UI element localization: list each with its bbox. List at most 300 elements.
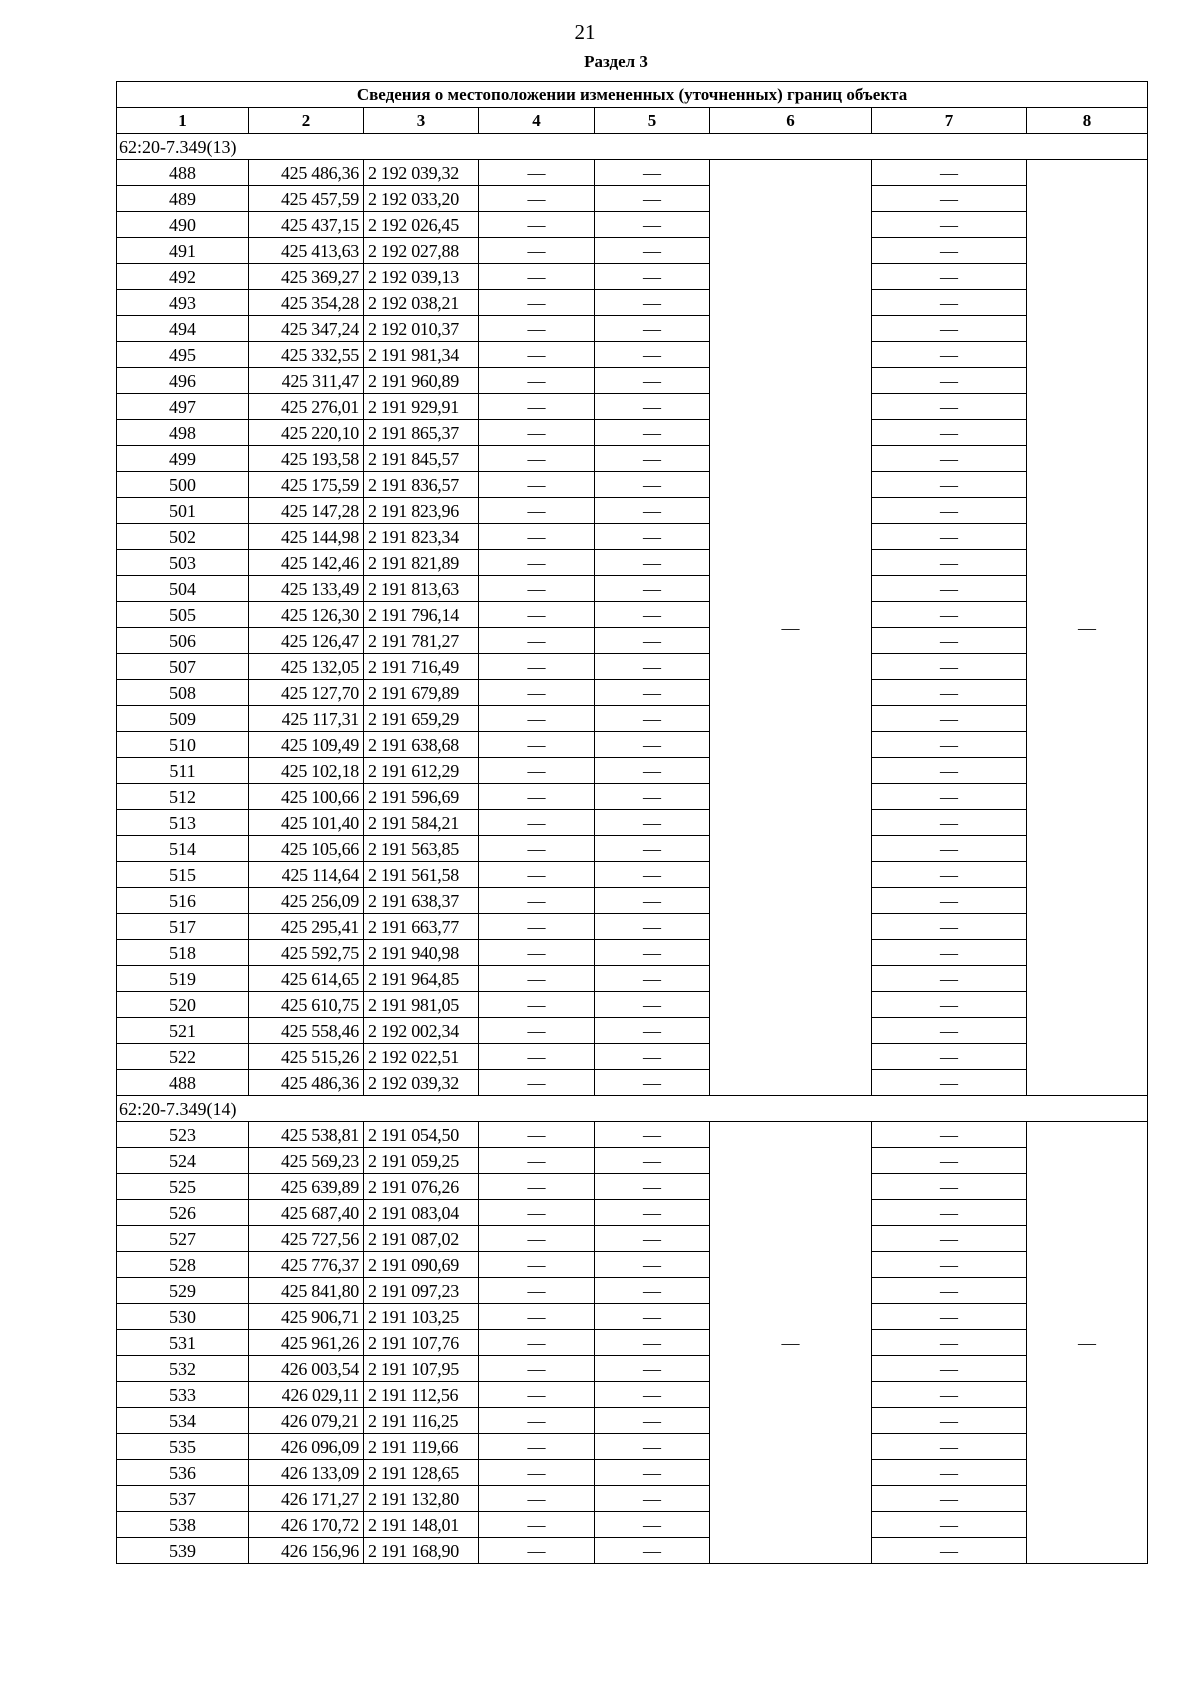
cell-col7: — bbox=[872, 628, 1027, 654]
table-row bbox=[117, 1070, 1148, 1096]
cell-col4: — bbox=[479, 1486, 595, 1512]
cell-col4: — bbox=[479, 212, 595, 238]
table-row bbox=[117, 1174, 1148, 1200]
cell-col7: — bbox=[872, 1408, 1027, 1434]
table-row bbox=[117, 914, 1148, 940]
cell-col5: — bbox=[595, 160, 710, 186]
cell-col4: — bbox=[479, 654, 595, 680]
coordinate-x: 425 515,26 bbox=[249, 1044, 364, 1070]
table-row bbox=[117, 810, 1148, 836]
coordinate-y: 2 192 022,51 bbox=[364, 1044, 479, 1070]
point-number: 533 bbox=[117, 1382, 249, 1408]
point-number: 504 bbox=[117, 576, 249, 602]
table-row bbox=[117, 888, 1148, 914]
point-number: 493 bbox=[117, 290, 249, 316]
cell-col7: — bbox=[872, 732, 1027, 758]
table-row bbox=[117, 524, 1148, 550]
point-number: 535 bbox=[117, 1434, 249, 1460]
table-row bbox=[117, 550, 1148, 576]
coordinate-x: 425 126,47 bbox=[249, 628, 364, 654]
table-row bbox=[117, 1382, 1148, 1408]
cell-col5: — bbox=[595, 862, 710, 888]
coordinate-x: 426 156,96 bbox=[249, 1538, 364, 1564]
table-row bbox=[117, 498, 1148, 524]
cell-col4: — bbox=[479, 524, 595, 550]
cell-col4: — bbox=[479, 888, 595, 914]
coordinate-x: 425 142,46 bbox=[249, 550, 364, 576]
coordinate-x: 425 114,64 bbox=[249, 862, 364, 888]
cell-col7: — bbox=[872, 1356, 1027, 1382]
cell-col7: — bbox=[872, 212, 1027, 238]
table-row bbox=[117, 472, 1148, 498]
point-number: 528 bbox=[117, 1252, 249, 1278]
coordinate-y: 2 191 813,63 bbox=[364, 576, 479, 602]
cell-col7: — bbox=[872, 1512, 1027, 1538]
cell-col5: — bbox=[595, 420, 710, 446]
coordinate-x: 426 133,09 bbox=[249, 1460, 364, 1486]
coordinate-x: 425 413,63 bbox=[249, 238, 364, 264]
cell-col7: — bbox=[872, 966, 1027, 992]
coordinate-x: 425 256,09 bbox=[249, 888, 364, 914]
table-row bbox=[117, 1538, 1148, 1564]
cell-col4: — bbox=[479, 680, 595, 706]
point-number: 497 bbox=[117, 394, 249, 420]
boundary-coordinates-table bbox=[116, 81, 1148, 1564]
cell-col4: — bbox=[479, 810, 595, 836]
point-number: 507 bbox=[117, 654, 249, 680]
coordinate-y: 2 191 679,89 bbox=[364, 680, 479, 706]
cell-col4: — bbox=[479, 966, 595, 992]
coordinate-x: 425 332,55 bbox=[249, 342, 364, 368]
cell-col7: — bbox=[872, 784, 1027, 810]
column-header: 6 bbox=[710, 108, 872, 134]
point-number: 498 bbox=[117, 420, 249, 446]
coordinate-x: 425 347,24 bbox=[249, 316, 364, 342]
cell-col7: — bbox=[872, 524, 1027, 550]
cell-col7: — bbox=[872, 1070, 1027, 1096]
cell-col5: — bbox=[595, 550, 710, 576]
coordinate-y: 2 191 054,50 bbox=[364, 1122, 479, 1148]
point-number: 508 bbox=[117, 680, 249, 706]
point-number: 525 bbox=[117, 1174, 249, 1200]
coordinate-x: 425 102,18 bbox=[249, 758, 364, 784]
cell-col5: — bbox=[595, 1460, 710, 1486]
cell-col5: — bbox=[595, 186, 710, 212]
cell-col4: — bbox=[479, 264, 595, 290]
cell-col5: — bbox=[595, 498, 710, 524]
cell-col7: — bbox=[872, 1174, 1027, 1200]
merged-cell-col6: — bbox=[710, 160, 872, 1096]
cell-col4: — bbox=[479, 1460, 595, 1486]
column-header: 7 bbox=[872, 108, 1027, 134]
cell-col7: — bbox=[872, 914, 1027, 940]
cell-col5: — bbox=[595, 628, 710, 654]
cell-col5: — bbox=[595, 1486, 710, 1512]
cell-col7: — bbox=[872, 238, 1027, 264]
cell-col5: — bbox=[595, 1382, 710, 1408]
cell-col4: — bbox=[479, 1044, 595, 1070]
cell-col7: — bbox=[872, 316, 1027, 342]
column-header-row bbox=[117, 108, 1148, 134]
point-number: 519 bbox=[117, 966, 249, 992]
cell-col7: — bbox=[872, 264, 1027, 290]
cell-col4: — bbox=[479, 420, 595, 446]
point-number: 512 bbox=[117, 784, 249, 810]
cell-col4: — bbox=[479, 1512, 595, 1538]
cell-col7: — bbox=[872, 394, 1027, 420]
coordinate-y: 2 191 865,37 bbox=[364, 420, 479, 446]
cell-col4: — bbox=[479, 836, 595, 862]
coordinate-y: 2 191 716,49 bbox=[364, 654, 479, 680]
table-row bbox=[117, 1226, 1148, 1252]
cell-col7: — bbox=[872, 758, 1027, 784]
table-row bbox=[117, 654, 1148, 680]
cell-col4: — bbox=[479, 1200, 595, 1226]
cell-col5: — bbox=[595, 1200, 710, 1226]
point-number: 494 bbox=[117, 316, 249, 342]
coordinate-x: 425 175,59 bbox=[249, 472, 364, 498]
merged-cell-col8: — bbox=[1027, 1122, 1148, 1564]
coordinate-y: 2 191 107,95 bbox=[364, 1356, 479, 1382]
cell-col5: — bbox=[595, 524, 710, 550]
point-number: 520 bbox=[117, 992, 249, 1018]
table-row bbox=[117, 1148, 1148, 1174]
point-number: 492 bbox=[117, 264, 249, 290]
cell-col7: — bbox=[872, 160, 1027, 186]
coordinate-x: 425 147,28 bbox=[249, 498, 364, 524]
cell-col7: — bbox=[872, 940, 1027, 966]
table-row bbox=[117, 1330, 1148, 1356]
coordinate-x: 425 369,27 bbox=[249, 264, 364, 290]
cell-col7: — bbox=[872, 498, 1027, 524]
cell-col5: — bbox=[595, 1356, 710, 1382]
coordinate-y: 2 191 981,34 bbox=[364, 342, 479, 368]
coordinate-y: 2 191 638,68 bbox=[364, 732, 479, 758]
coordinate-y: 2 191 823,96 bbox=[364, 498, 479, 524]
table-row bbox=[117, 1018, 1148, 1044]
coordinate-x: 426 170,72 bbox=[249, 1512, 364, 1538]
coordinate-x: 425 569,23 bbox=[249, 1148, 364, 1174]
point-number: 503 bbox=[117, 550, 249, 576]
cell-col5: — bbox=[595, 1018, 710, 1044]
cell-col7: — bbox=[872, 472, 1027, 498]
cell-col4: — bbox=[479, 1122, 595, 1148]
cell-col7: — bbox=[872, 810, 1027, 836]
cell-col4: — bbox=[479, 706, 595, 732]
coordinate-x: 425 592,75 bbox=[249, 940, 364, 966]
cell-col5: — bbox=[595, 966, 710, 992]
cell-col7: — bbox=[872, 654, 1027, 680]
cell-col5: — bbox=[595, 394, 710, 420]
cell-col5: — bbox=[595, 1252, 710, 1278]
cell-col7: — bbox=[872, 576, 1027, 602]
table-row bbox=[117, 680, 1148, 706]
coordinate-x: 425 354,28 bbox=[249, 290, 364, 316]
coordinate-x: 426 003,54 bbox=[249, 1356, 364, 1382]
point-number: 496 bbox=[117, 368, 249, 394]
cell-col4: — bbox=[479, 1252, 595, 1278]
coordinate-y: 2 191 823,34 bbox=[364, 524, 479, 550]
group-header-row bbox=[117, 1096, 1148, 1122]
cell-col7: — bbox=[872, 1148, 1027, 1174]
cell-col4: — bbox=[479, 758, 595, 784]
coordinate-y: 2 192 026,45 bbox=[364, 212, 479, 238]
cell-col5: — bbox=[595, 212, 710, 238]
point-number: 501 bbox=[117, 498, 249, 524]
point-number: 514 bbox=[117, 836, 249, 862]
cell-col5: — bbox=[595, 992, 710, 1018]
cell-col5: — bbox=[595, 1226, 710, 1252]
table-row bbox=[117, 836, 1148, 862]
coordinate-y: 2 191 561,58 bbox=[364, 862, 479, 888]
cell-col7: — bbox=[872, 836, 1027, 862]
cell-col7: — bbox=[872, 992, 1027, 1018]
point-number: 523 bbox=[117, 1122, 249, 1148]
coordinate-x: 425 687,40 bbox=[249, 1200, 364, 1226]
table-row bbox=[117, 1460, 1148, 1486]
cell-col4: — bbox=[479, 914, 595, 940]
point-number: 530 bbox=[117, 1304, 249, 1330]
point-number: 537 bbox=[117, 1486, 249, 1512]
coordinate-x: 425 105,66 bbox=[249, 836, 364, 862]
coordinate-x: 425 276,01 bbox=[249, 394, 364, 420]
cell-col4: — bbox=[479, 732, 595, 758]
coordinate-x: 425 486,36 bbox=[249, 160, 364, 186]
cell-col7: — bbox=[872, 862, 1027, 888]
coordinate-y: 2 191 960,89 bbox=[364, 368, 479, 394]
coordinate-x: 425 133,49 bbox=[249, 576, 364, 602]
cell-col5: — bbox=[595, 940, 710, 966]
table-row bbox=[117, 368, 1148, 394]
coordinate-y: 2 192 038,21 bbox=[364, 290, 479, 316]
coordinate-y: 2 191 563,85 bbox=[364, 836, 479, 862]
point-number: 521 bbox=[117, 1018, 249, 1044]
cell-col5: — bbox=[595, 1512, 710, 1538]
cell-col4: — bbox=[479, 368, 595, 394]
cell-col5: — bbox=[595, 446, 710, 472]
cell-col7: — bbox=[872, 342, 1027, 368]
cell-col5: — bbox=[595, 732, 710, 758]
coordinate-y: 2 192 002,34 bbox=[364, 1018, 479, 1044]
section-title: Раздел 3 bbox=[584, 52, 648, 71]
cell-col4: — bbox=[479, 1174, 595, 1200]
cell-col7: — bbox=[872, 1486, 1027, 1512]
cell-col4: — bbox=[479, 1538, 595, 1564]
cell-col7: — bbox=[872, 1304, 1027, 1330]
point-number: 539 bbox=[117, 1538, 249, 1564]
cell-col4: — bbox=[479, 602, 595, 628]
table-row bbox=[117, 862, 1148, 888]
cell-col5: — bbox=[595, 368, 710, 394]
cell-col4: — bbox=[479, 394, 595, 420]
cell-col4: — bbox=[479, 498, 595, 524]
coordinate-x: 425 117,31 bbox=[249, 706, 364, 732]
cell-col7: — bbox=[872, 1122, 1027, 1148]
point-number: 513 bbox=[117, 810, 249, 836]
coordinate-y: 2 191 845,57 bbox=[364, 446, 479, 472]
table-row bbox=[117, 1486, 1148, 1512]
coordinate-y: 2 192 039,32 bbox=[364, 160, 479, 186]
table-row bbox=[117, 1044, 1148, 1070]
table-row bbox=[117, 966, 1148, 992]
point-number: 529 bbox=[117, 1278, 249, 1304]
table-row bbox=[117, 394, 1148, 420]
cell-col4: — bbox=[479, 628, 595, 654]
cell-col5: — bbox=[595, 654, 710, 680]
cell-col7: — bbox=[872, 680, 1027, 706]
cell-col4: — bbox=[479, 446, 595, 472]
coordinate-y: 2 191 584,21 bbox=[364, 810, 479, 836]
cell-col7: — bbox=[872, 602, 1027, 628]
parcel-number: 62:20-7.349(13) bbox=[117, 134, 1148, 160]
page-number: 21 bbox=[574, 20, 596, 44]
coordinate-x: 426 029,11 bbox=[249, 1382, 364, 1408]
coordinate-y: 2 192 027,88 bbox=[364, 238, 479, 264]
point-number: 505 bbox=[117, 602, 249, 628]
cell-col7: — bbox=[872, 1200, 1027, 1226]
coordinate-y: 2 191 796,14 bbox=[364, 602, 479, 628]
coordinate-x: 425 961,26 bbox=[249, 1330, 364, 1356]
cell-col4: — bbox=[479, 472, 595, 498]
coordinate-y: 2 191 168,90 bbox=[364, 1538, 479, 1564]
cell-col5: — bbox=[595, 680, 710, 706]
cell-col4: — bbox=[479, 1408, 595, 1434]
coordinate-y: 2 191 076,26 bbox=[364, 1174, 479, 1200]
coordinate-x: 425 100,66 bbox=[249, 784, 364, 810]
coordinate-x: 425 614,65 bbox=[249, 966, 364, 992]
merged-cell-col8: — bbox=[1027, 160, 1148, 1096]
cell-col5: — bbox=[595, 576, 710, 602]
table-row bbox=[117, 1278, 1148, 1304]
coordinate-y: 2 191 107,76 bbox=[364, 1330, 479, 1356]
coordinate-x: 425 776,37 bbox=[249, 1252, 364, 1278]
point-number: 490 bbox=[117, 212, 249, 238]
table-row bbox=[117, 446, 1148, 472]
point-number: 517 bbox=[117, 914, 249, 940]
coordinate-x: 425 193,58 bbox=[249, 446, 364, 472]
cell-col4: — bbox=[479, 290, 595, 316]
coordinate-x: 425 220,10 bbox=[249, 420, 364, 446]
coordinate-y: 2 191 148,01 bbox=[364, 1512, 479, 1538]
table-row bbox=[117, 628, 1148, 654]
point-number: 524 bbox=[117, 1148, 249, 1174]
table-row bbox=[117, 1512, 1148, 1538]
cell-col7: — bbox=[872, 1330, 1027, 1356]
coordinate-y: 2 191 112,56 bbox=[364, 1382, 479, 1408]
cell-col5: — bbox=[595, 1070, 710, 1096]
table-row bbox=[117, 264, 1148, 290]
cell-col7: — bbox=[872, 1434, 1027, 1460]
cell-col5: — bbox=[595, 758, 710, 784]
coordinate-y: 2 191 103,25 bbox=[364, 1304, 479, 1330]
cell-col4: — bbox=[479, 940, 595, 966]
coordinate-y: 2 191 087,02 bbox=[364, 1226, 479, 1252]
cell-col7: — bbox=[872, 1018, 1027, 1044]
point-number: 515 bbox=[117, 862, 249, 888]
point-number: 500 bbox=[117, 472, 249, 498]
cell-col5: — bbox=[595, 1408, 710, 1434]
point-number: 509 bbox=[117, 706, 249, 732]
table-row bbox=[117, 1200, 1148, 1226]
cell-col4: — bbox=[479, 160, 595, 186]
cell-col7: — bbox=[872, 1278, 1027, 1304]
cell-col4: — bbox=[479, 1382, 595, 1408]
cell-col4: — bbox=[479, 1278, 595, 1304]
point-number: 489 bbox=[117, 186, 249, 212]
cell-col7: — bbox=[872, 290, 1027, 316]
table-row bbox=[117, 732, 1148, 758]
merged-cell-col6: — bbox=[710, 1122, 872, 1564]
coordinate-y: 2 191 090,69 bbox=[364, 1252, 479, 1278]
point-number: 534 bbox=[117, 1408, 249, 1434]
cell-col7: — bbox=[872, 888, 1027, 914]
coordinate-x: 425 639,89 bbox=[249, 1174, 364, 1200]
point-number: 536 bbox=[117, 1460, 249, 1486]
cell-col5: — bbox=[595, 810, 710, 836]
table-row bbox=[117, 342, 1148, 368]
coordinate-y: 2 191 929,91 bbox=[364, 394, 479, 420]
coordinate-y: 2 191 132,80 bbox=[364, 1486, 479, 1512]
point-number: 499 bbox=[117, 446, 249, 472]
table-row bbox=[117, 290, 1148, 316]
table-body bbox=[117, 134, 1148, 1564]
cell-col5: — bbox=[595, 1304, 710, 1330]
coordinate-x: 425 538,81 bbox=[249, 1122, 364, 1148]
point-number: 495 bbox=[117, 342, 249, 368]
table-row bbox=[117, 602, 1148, 628]
coordinate-y: 2 191 940,98 bbox=[364, 940, 479, 966]
table-row bbox=[117, 1304, 1148, 1330]
cell-col5: — bbox=[595, 1434, 710, 1460]
coordinate-y: 2 191 612,29 bbox=[364, 758, 479, 784]
cell-col7: — bbox=[872, 446, 1027, 472]
cell-col4: — bbox=[479, 1434, 595, 1460]
table-row bbox=[117, 1408, 1148, 1434]
coordinate-y: 2 191 781,27 bbox=[364, 628, 479, 654]
point-number: 502 bbox=[117, 524, 249, 550]
coordinate-y: 2 192 010,37 bbox=[364, 316, 479, 342]
cell-col7: — bbox=[872, 706, 1027, 732]
cell-col4: — bbox=[479, 1356, 595, 1382]
table-row bbox=[117, 706, 1148, 732]
cell-col5: — bbox=[595, 1330, 710, 1356]
coordinate-x: 425 144,98 bbox=[249, 524, 364, 550]
coordinate-y: 2 191 821,89 bbox=[364, 550, 479, 576]
coordinate-x: 426 171,27 bbox=[249, 1486, 364, 1512]
coordinate-x: 425 610,75 bbox=[249, 992, 364, 1018]
column-header: 4 bbox=[479, 108, 595, 134]
cell-col5: — bbox=[595, 836, 710, 862]
coordinate-y: 2 191 128,65 bbox=[364, 1460, 479, 1486]
table-row bbox=[117, 212, 1148, 238]
coordinate-y: 2 191 964,85 bbox=[364, 966, 479, 992]
coordinate-y: 2 191 836,57 bbox=[364, 472, 479, 498]
coordinate-x: 425 558,46 bbox=[249, 1018, 364, 1044]
table-row bbox=[117, 940, 1148, 966]
point-number: 488 bbox=[117, 1070, 249, 1096]
point-number: 522 bbox=[117, 1044, 249, 1070]
coordinate-y: 2 191 638,37 bbox=[364, 888, 479, 914]
cell-col7: — bbox=[872, 368, 1027, 394]
table-row bbox=[117, 758, 1148, 784]
cell-col5: — bbox=[595, 290, 710, 316]
coordinate-x: 425 127,70 bbox=[249, 680, 364, 706]
coordinate-y: 2 191 663,77 bbox=[364, 914, 479, 940]
point-number: 506 bbox=[117, 628, 249, 654]
point-number: 491 bbox=[117, 238, 249, 264]
coordinate-x: 426 079,21 bbox=[249, 1408, 364, 1434]
cell-col5: — bbox=[595, 784, 710, 810]
